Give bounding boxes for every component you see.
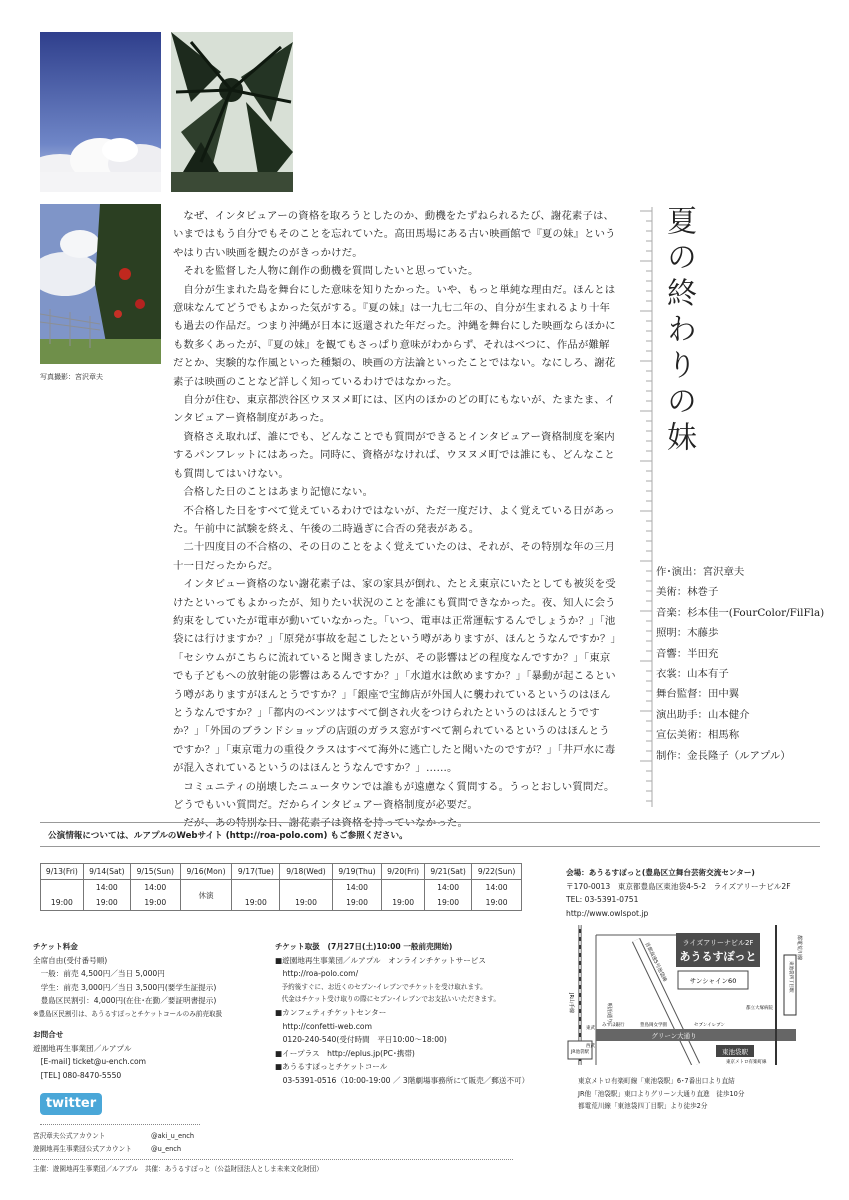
map-sunshine-label: サンシャイン60 [689, 977, 737, 985]
map-building-label: ライズアリーナビル2F [682, 939, 754, 947]
sales-line: 代金はチケット受け取りの際にセブン-イレブンでお支払いいただきます。 [275, 995, 500, 1004]
map-mizuho-label: みずほ銀行 [602, 1023, 625, 1028]
map-yamanote-label: JR山手線 [568, 993, 574, 1013]
sales-line: ■あうるすぽっとチケットコール [275, 1062, 388, 1072]
credit-line: 宣伝美術：相馬称 [656, 729, 740, 742]
credit-line: 衣裳：山本有子 [656, 668, 729, 681]
access-line: 都電荒川線「東池袋四丁目駅」より徒歩2分 [578, 1102, 708, 1111]
schedule-matinee: 14:00 [83, 880, 130, 896]
sales-line: ■カンフェティチケットセンター [275, 1007, 387, 1017]
map-venue-label: あうるすぽっと [679, 950, 757, 963]
twitter-accounts [33, 1130, 273, 1155]
venue-tel: TEL: 03-5391-0751 [566, 895, 639, 905]
map-station-label: 東池袋駅 [722, 1048, 748, 1056]
footer-organizers: 主催：遊園地再生事業団／ルアプル 共催：あうるすぽっと（公益財団法人としま未来文化財団） [33, 1165, 323, 1173]
schedule-matinee: 14:00 [472, 880, 522, 896]
sales-line[interactable]: ■イープラス http://eplus.jp(PC･携帯) [275, 1048, 415, 1058]
schedule-evening: 19:00 [280, 895, 332, 911]
flowers-fence-photo [40, 204, 161, 364]
schedule-date: 9/17(Tue) [232, 864, 280, 880]
credit-line: 作･演出：宮沢章夫 [656, 566, 745, 578]
info-divider-bottom [40, 846, 820, 847]
story-paragraph: 合格した日のことはあまり記憶にない。 [183, 486, 374, 499]
sales-line: ■遊園地再生事業団／ルアプル オンラインチケットサービス [275, 955, 486, 965]
schedule-date: 9/19(Thu) [332, 864, 382, 880]
map-ikebukuro-label: JR池袋駅 [571, 1050, 589, 1055]
schedule-date: 9/13(Fri) [41, 864, 84, 880]
contact-line: [TEL] 080-8470-5550 [33, 1070, 122, 1080]
schedule-date-row [41, 864, 522, 880]
twitter-account-row [33, 1130, 273, 1143]
map-meiji-label: 明治通り [606, 1003, 612, 1024]
sales-line: 予約後すぐに、お近くのセブン-イレブンでチケットを受け取れます。 [275, 982, 487, 991]
schedule-matinee [280, 880, 332, 896]
tree-fern-photo [171, 32, 293, 192]
schedule-evening: 19:00 [382, 895, 425, 911]
map-seibu-label: 西武 [586, 1044, 595, 1049]
schedule-date: 9/15(Sun) [130, 864, 180, 880]
story-paragraph: 自分が生まれた島を舞台にした意味を知りたかった。いや、もっと単純な理由だ。ほんとは意味なんてどうでもよかった気がする。『夏の妹』は一九七二年の、自分が生まれるより十年も過去の作品だ。つまり沖縄が日本に返還された年だった。沖縄を舞台にした映画ならほかにも数多くあったが、『夏の妹』を観てもさっぱり意味がわからず、それはべつに、作品が難解だとか、実験的な作風といった種類の、映画の方法論といったことではない。なにしろ、謝花素子は映画のことなど詳しく知っているわけではなかった。 [173, 283, 616, 388]
twitter-account-label: 遊園地再生事業団公式アカウント [33, 1144, 132, 1153]
credit-line: 音響：半田充 [656, 647, 719, 660]
map-tobu-label: 東武 [586, 1026, 595, 1031]
schedule-table [40, 863, 522, 911]
schedule-evening: 19:00 [472, 895, 522, 911]
venue-url[interactable]: http://www.owlspot.jp [566, 908, 649, 918]
sales-line[interactable]: http://roa-polo.com/ [275, 969, 359, 979]
schedule-evening: 19:00 [41, 895, 84, 911]
sales-line[interactable]: http://confetti-web.com [275, 1021, 372, 1031]
schedule-closed: 休演 [180, 880, 232, 911]
twitter-account-label: 宮沢章夫公式アカウント [33, 1132, 106, 1140]
credit-line: 音楽：杉本佳一(FourColor/FilFla) [656, 606, 825, 619]
map-green-label: グリーン大通り [651, 1032, 697, 1040]
map-highway-label: 首都高速5号池袋線 [643, 941, 668, 983]
story-paragraph: 二十四度目の不合格の、その日のことをよく覚えていたのは、それが、その特別な年の三月十一日だったからだ。 [173, 541, 616, 572]
info-divider-top [40, 822, 820, 823]
access-info [578, 1075, 828, 1113]
twitter-account-row [33, 1143, 273, 1156]
map-711-label: セブンイレブン [694, 1023, 725, 1028]
access-line: JR他「池袋駅」東口よりグリーン大通り直進 徒歩10分 [578, 1089, 745, 1098]
story-paragraph: インタビュー資格のない謝花素子は、家の家具が倒れ、たとえ東京にいたとしても被災を受けたといってもよかったが、知りたい状況のことを誰にも質問できなかった。夜、知人に会う約束をしていたが電車が動いていなかった。「いつ、電車は正常運転するんでしょうか？」「池袋には行けますか？」「原発が事故を起こしたという噂がありますが、ほんとうなんですか？」「セシウムがこちらに流れていると聞きましたが、その影響はどの程度なんですか？」「東京でも子どもへの放射能の影響はあるんですか？」「水道水は飲めますか？」「暴動が起こるという噂がありますがほんとうですか？」「銀座で宝飾店が外国人に襲われているというのはほんとうなんですか？」「都内のベンツはすべて倒され火をつけられたというのはほんとうですか？」「外国のブランドショップの店頭のガラス窓がすべて割られているというのはほんとうですか？」「東京電力の重役クラスはすべて海外に逃亡したと聞いたのですが？」「井戸水に毒が混入されているというのはほんとうなんですか？」……。 [173, 578, 616, 775]
twitter-handle[interactable]: @aki_u_ench [151, 1132, 195, 1140]
schedule-evening: 19:00 [130, 895, 180, 911]
ticket-price-heading: チケット料金 [33, 942, 78, 951]
story-paragraph: 不合格した日をすべて覚えているわけではないが、ただ一度だけ、よく覚えている日があった。午前中に試験を終え、午後の二時過ぎに合否の発表がある。 [173, 504, 615, 535]
story-paragraph: なぜ、インタビュアーの資格を取ろうとしたのか、動機をたずねられるたび、謝花素子は、いまではもう自分でもそのことを忘れていた。高田馬場にある古い映画館で『夏の妹』というやはり古い映画を観たのがきっかけだ。 [173, 210, 616, 259]
sales-line: 0120-240-540(受付時間 平日10:00〜18:00) [275, 1035, 447, 1045]
sky-clouds-photo [40, 32, 161, 192]
schedule-matinee [232, 880, 280, 896]
schedule-date: 9/20(Fri) [382, 864, 425, 880]
story-text [173, 207, 618, 833]
venue-heading: 会場：あうるすぽっと(豊島区立舞台芸術交流センター) [566, 868, 755, 877]
schedule-evening-row [41, 895, 522, 911]
map-arakawa-label: 都電荒川線 [796, 935, 802, 961]
schedule-evening: 19:00 [83, 895, 130, 911]
map-metro-label: 東京メトロ有楽町線 [726, 1060, 767, 1065]
page-title: 夏の終わりの妹 [661, 205, 696, 457]
schedule-matinee-row [41, 880, 522, 896]
access-map [566, 925, 806, 1065]
credit-line: 舞台監督：田中翼 [656, 688, 740, 701]
schedule-matinee: 14:00 [130, 880, 180, 896]
ticket-price-line: 豊島区民割引：4,000円(在住･在勤／要証明書提示) [33, 996, 217, 1006]
schedule-matinee [382, 880, 425, 896]
schedule-matinee: 14:00 [332, 880, 382, 896]
story-paragraph: 自分が住む、東京都渋谷区ウヌヌメ町には、区内のほかのどの町にもないが、たまたま、インタビュアー資格制度があった。 [173, 394, 616, 425]
footer-divider [33, 1159, 513, 1160]
schedule-date: 9/21(Sat) [425, 864, 472, 880]
map-hospital-label: 都立大塚病院 [746, 1006, 773, 1011]
schedule-evening: 19:00 [332, 895, 382, 911]
story-paragraph: だが、あの特別な日、謝花素子は資格を持っていなかった。 [183, 817, 468, 830]
credit-line: 照明：木藤歩 [656, 627, 719, 640]
story-paragraph: コミュニティの崩壊したニュータウンでは誰もが遠慮なく質問する。うっとおしい質問だ。どうでもいい質問だ。だからインタビュアー資格制度が必要だ。 [173, 780, 615, 811]
twitter-divider [40, 1124, 200, 1125]
schedule-evening: 19:00 [232, 895, 280, 911]
story-paragraph: それを監督した人物に創作の動機を質問したいと思っていた。 [183, 265, 479, 278]
schedule-date: 9/22(Sun) [472, 864, 522, 880]
ticket-note: ※豊島区民割引は、あうるすぽっとチケットコールのみ前売取扱 [33, 1009, 223, 1018]
info-line: 公演情報については、ルアプルのWebサイト (http://roa-polo.com) もご参照ください。 [48, 831, 408, 841]
ticket-price-line: 一般：前売 4,500円／当日 5,000円 [33, 969, 165, 979]
contact-heading: お問合せ [33, 1030, 64, 1039]
sales-date: (7月27日(土)10:00 一般前売開始) [327, 942, 453, 951]
credit-line: 美術：林巻子 [656, 586, 719, 599]
schedule-matinee: 14:00 [425, 880, 472, 896]
sales-line: 03-5391-0516（10:00-19:00 ／ 3階劇場事務所にて販売／郵送不可） [275, 1075, 530, 1085]
twitter-handle[interactable]: @u_ench [151, 1144, 182, 1153]
map-toshima-label: 豊島岡女学園 [640, 1023, 667, 1028]
credit-line: 演出助手：山本健介 [656, 708, 750, 721]
photo-credit: 写真撮影：宮沢章夫 [40, 373, 103, 381]
schedule-date: 9/14(Sat) [83, 864, 130, 880]
twitter-logo: twitter [40, 1093, 102, 1115]
access-line: 東京メトロ有楽町線「東池袋駅」6･7番出口より直結 [578, 1077, 735, 1085]
contact-line: [E-mail] ticket@u-ench.com [33, 1057, 147, 1067]
credits-list [656, 562, 836, 766]
story-paragraph: 資格さえ取れば、誰にでも、どんなことでも質問ができるとインタビュアー資格制度を案内するパンフレットにはあった。同時に、資格がなければ、ウヌヌメ町では誰にも、どんなことも質問してはいけない。 [173, 430, 615, 480]
contact-section [33, 1028, 273, 1082]
ticket-price-line: 学生：前売 3,000円／当日 3,500円(要学生証提示) [33, 982, 217, 992]
map-higashi4-label: 東池袋四丁目駅 [788, 961, 793, 993]
schedule-date: 9/16(Mon) [180, 864, 232, 880]
ticket-price-section [33, 940, 273, 1021]
contact-line: 遊園地再生事業団／ルアプル [33, 1043, 132, 1053]
credit-line: 制作：金長隆子（ルアプル） [656, 749, 791, 762]
ticket-sales-section [275, 940, 565, 1088]
schedule-matinee [41, 880, 84, 896]
schedule-evening: 19:00 [425, 895, 472, 911]
venue-info [566, 866, 826, 920]
schedule-date: 9/18(Wed) [280, 864, 332, 880]
venue-address: 〒170-0013 東京都豊島区東池袋4-5-2 ライズアリーナビル2F [566, 881, 791, 891]
ticket-price-line: 全席自由(受付番号順) [33, 955, 108, 965]
sales-heading: チケット取扱 [275, 942, 320, 951]
